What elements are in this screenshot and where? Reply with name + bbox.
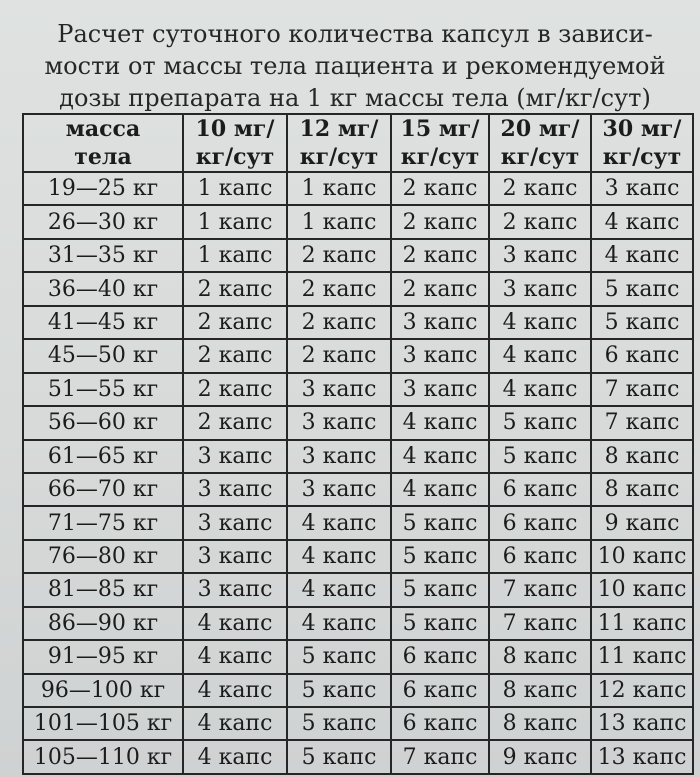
capsule-count-cell: 7 капс [391, 740, 489, 774]
table-row [23, 339, 693, 372]
capsule-count-cell: 5 капс [391, 506, 489, 539]
table-row [23, 172, 693, 205]
capsule-count-cell: 3 капс [391, 306, 489, 339]
capsule-count-cell: 2 капс [183, 272, 287, 305]
capsule-count-cell: 3 капс [287, 373, 391, 406]
heading-line: мости от массы тела пациента и рекомендуемой [44, 52, 666, 80]
capsule-count-cell: 2 капс [489, 172, 591, 205]
mass-range-cell: 31—35 кг [23, 239, 183, 272]
table-row [23, 573, 693, 606]
capsule-count-cell: 5 капс [287, 674, 391, 707]
mass-range-cell: 26—30 кг [23, 205, 183, 238]
capsule-count-cell: 11 капс [591, 640, 693, 673]
table-row [23, 607, 693, 640]
capsule-count-cell: 4 капс [183, 740, 287, 774]
capsule-count-cell: 6 капс [489, 506, 591, 539]
header-cell-line: 12 мг/ [299, 116, 379, 142]
capsule-count-cell: 1 капс [183, 205, 287, 238]
mass-range-cell: 101—105 кг [23, 707, 183, 740]
header-cell-line: кг/сут [602, 144, 682, 170]
table-row [23, 440, 693, 473]
capsule-count-cell: 9 капс [591, 506, 693, 539]
mass-range-cell: 19—25 кг [23, 172, 183, 205]
capsule-count-cell: 2 капс [489, 205, 591, 238]
capsule-count-cell: 1 капс [287, 172, 391, 205]
mass-range-cell: 45—50 кг [23, 339, 183, 372]
table-row [23, 707, 693, 740]
table-row [23, 640, 693, 673]
capsule-count-cell: 4 капс [287, 607, 391, 640]
header-cell-line: кг/сут [500, 144, 580, 170]
capsule-count-cell: 2 капс [391, 239, 489, 272]
capsule-count-cell: 2 капс [391, 205, 489, 238]
capsule-count-cell: 8 капс [489, 674, 591, 707]
capsule-count-cell: 11 капс [591, 607, 693, 640]
header-cell-dose [183, 114, 287, 172]
capsule-count-cell: 10 капс [591, 540, 693, 573]
header-cell-line: 15 мг/ [400, 116, 480, 142]
capsule-count-cell: 1 капс [183, 239, 287, 272]
capsule-count-cell: 1 капс [183, 172, 287, 205]
capsule-count-cell: 3 капс [591, 172, 693, 205]
capsule-count-cell: 4 капс [183, 607, 287, 640]
capsule-count-cell: 6 капс [591, 339, 693, 372]
capsule-count-cell: 5 капс [489, 406, 591, 439]
capsule-count-cell: 4 капс [591, 205, 693, 238]
capsule-count-cell: 2 капс [183, 373, 287, 406]
capsule-count-cell: 2 капс [287, 272, 391, 305]
table-row [23, 272, 693, 305]
capsule-count-cell: 6 капс [391, 640, 489, 673]
table-row [23, 473, 693, 506]
capsule-count-cell: 2 капс [391, 172, 489, 205]
capsule-count-cell: 3 капс [489, 272, 591, 305]
capsule-count-cell: 2 капс [287, 306, 391, 339]
capsule-count-cell: 1 капс [287, 205, 391, 238]
table-row [23, 239, 693, 272]
capsule-count-cell: 5 капс [287, 640, 391, 673]
capsule-count-cell: 4 капс [391, 473, 489, 506]
heading-line: дозы препарата на 1 кг массы тела (мг/кг/сут) [59, 84, 651, 112]
header-cell-line: тела [74, 144, 132, 170]
header-cell-body-mass [23, 114, 183, 172]
capsule-count-cell: 8 капс [489, 707, 591, 740]
capsule-count-cell: 13 капс [591, 707, 693, 740]
capsule-count-cell: 4 капс [489, 306, 591, 339]
mass-range-cell: 76—80 кг [23, 540, 183, 573]
capsule-count-cell: 3 капс [489, 239, 591, 272]
header-row [23, 114, 693, 172]
capsule-count-cell: 8 капс [591, 473, 693, 506]
header-cell-line: кг/сут [400, 144, 480, 170]
capsule-count-cell: 6 капс [391, 674, 489, 707]
mass-range-cell: 86—90 кг [23, 607, 183, 640]
mass-range-cell: 81—85 кг [23, 573, 183, 606]
capsule-count-cell: 4 капс [591, 239, 693, 272]
capsule-count-cell: 2 капс [287, 339, 391, 372]
capsule-count-cell: 5 капс [489, 440, 591, 473]
header-cell-dose [489, 114, 591, 172]
capsule-count-cell: 3 капс [183, 506, 287, 539]
mass-range-cell: 36—40 кг [23, 272, 183, 305]
capsule-count-cell: 8 капс [591, 440, 693, 473]
capsule-count-cell: 6 капс [489, 473, 591, 506]
capsule-count-cell: 3 капс [287, 406, 391, 439]
capsule-count-cell: 5 капс [591, 306, 693, 339]
dosage-table-header [23, 114, 693, 172]
heading-line: Расчет суточного количества капсул в зависи- [57, 20, 653, 48]
capsule-count-cell: 13 капс [591, 740, 693, 774]
capsule-count-cell: 2 капс [287, 239, 391, 272]
header-cell-dose [287, 114, 391, 172]
document-heading [30, 18, 680, 114]
capsule-count-cell: 3 капс [183, 573, 287, 606]
capsule-count-cell: 4 капс [287, 540, 391, 573]
capsule-count-cell: 7 капс [489, 607, 591, 640]
capsule-count-cell: 2 капс [183, 306, 287, 339]
table-row [23, 205, 693, 238]
capsule-count-cell: 4 капс [489, 339, 591, 372]
header-cell-line: 30 мг/ [602, 116, 682, 142]
capsule-count-cell: 3 капс [183, 440, 287, 473]
capsule-count-cell: 4 капс [183, 640, 287, 673]
header-cell-line: кг/сут [299, 144, 379, 170]
capsule-count-cell: 4 капс [489, 373, 591, 406]
capsule-count-cell: 12 капс [591, 674, 693, 707]
capsule-count-cell: 5 капс [591, 272, 693, 305]
header-cell-line: 20 мг/ [500, 116, 580, 142]
table-row [23, 406, 693, 439]
table-row [23, 306, 693, 339]
capsule-count-cell: 6 капс [489, 540, 591, 573]
capsule-count-cell: 3 капс [287, 440, 391, 473]
capsule-count-cell: 5 капс [391, 573, 489, 606]
table-row [23, 674, 693, 707]
mass-range-cell: 61—65 кг [23, 440, 183, 473]
capsule-count-cell: 8 капс [489, 640, 591, 673]
capsule-count-cell: 3 капс [183, 473, 287, 506]
capsule-count-cell: 6 капс [391, 707, 489, 740]
header-cell-dose [591, 114, 693, 172]
capsule-count-cell: 2 капс [391, 272, 489, 305]
capsule-count-cell: 4 капс [391, 406, 489, 439]
mass-range-cell: 41—45 кг [23, 306, 183, 339]
mass-range-cell: 71—75 кг [23, 506, 183, 539]
capsule-count-cell: 4 капс [183, 707, 287, 740]
capsule-count-cell: 4 капс [183, 674, 287, 707]
table-row [23, 740, 693, 774]
capsule-count-cell: 3 капс [183, 540, 287, 573]
capsule-count-cell: 3 капс [391, 339, 489, 372]
dosage-table-body [23, 172, 693, 774]
mass-range-cell: 91—95 кг [23, 640, 183, 673]
header-cell-line: масса [65, 116, 141, 142]
capsule-count-cell: 2 капс [183, 406, 287, 439]
capsule-count-cell: 5 капс [287, 740, 391, 774]
mass-range-cell: 66—70 кг [23, 473, 183, 506]
header-cell-line: кг/сут [195, 144, 275, 170]
header-cell-line: 10 мг/ [195, 116, 275, 142]
capsule-count-cell: 10 капс [591, 573, 693, 606]
mass-range-cell: 51—55 кг [23, 373, 183, 406]
capsule-count-cell: 5 капс [391, 540, 489, 573]
capsule-count-cell: 4 капс [287, 506, 391, 539]
table-row [23, 506, 693, 539]
mass-range-cell: 96—100 кг [23, 674, 183, 707]
capsule-count-cell: 5 капс [287, 707, 391, 740]
capsule-count-cell: 9 капс [489, 740, 591, 774]
capsule-count-cell: 5 капс [391, 607, 489, 640]
capsule-count-cell: 4 капс [391, 440, 489, 473]
capsule-count-cell: 3 капс [391, 373, 489, 406]
table-row [23, 540, 693, 573]
mass-range-cell: 56—60 кг [23, 406, 183, 439]
dosage-table [22, 113, 694, 775]
mass-range-cell: 105—110 кг [23, 740, 183, 774]
table-row [23, 373, 693, 406]
header-cell-dose [391, 114, 489, 172]
capsule-count-cell: 7 капс [489, 573, 591, 606]
capsule-count-cell: 7 капс [591, 373, 693, 406]
capsule-count-cell: 4 капс [287, 573, 391, 606]
capsule-count-cell: 2 капс [183, 339, 287, 372]
capsule-count-cell: 7 капс [591, 406, 693, 439]
capsule-count-cell: 3 капс [287, 473, 391, 506]
